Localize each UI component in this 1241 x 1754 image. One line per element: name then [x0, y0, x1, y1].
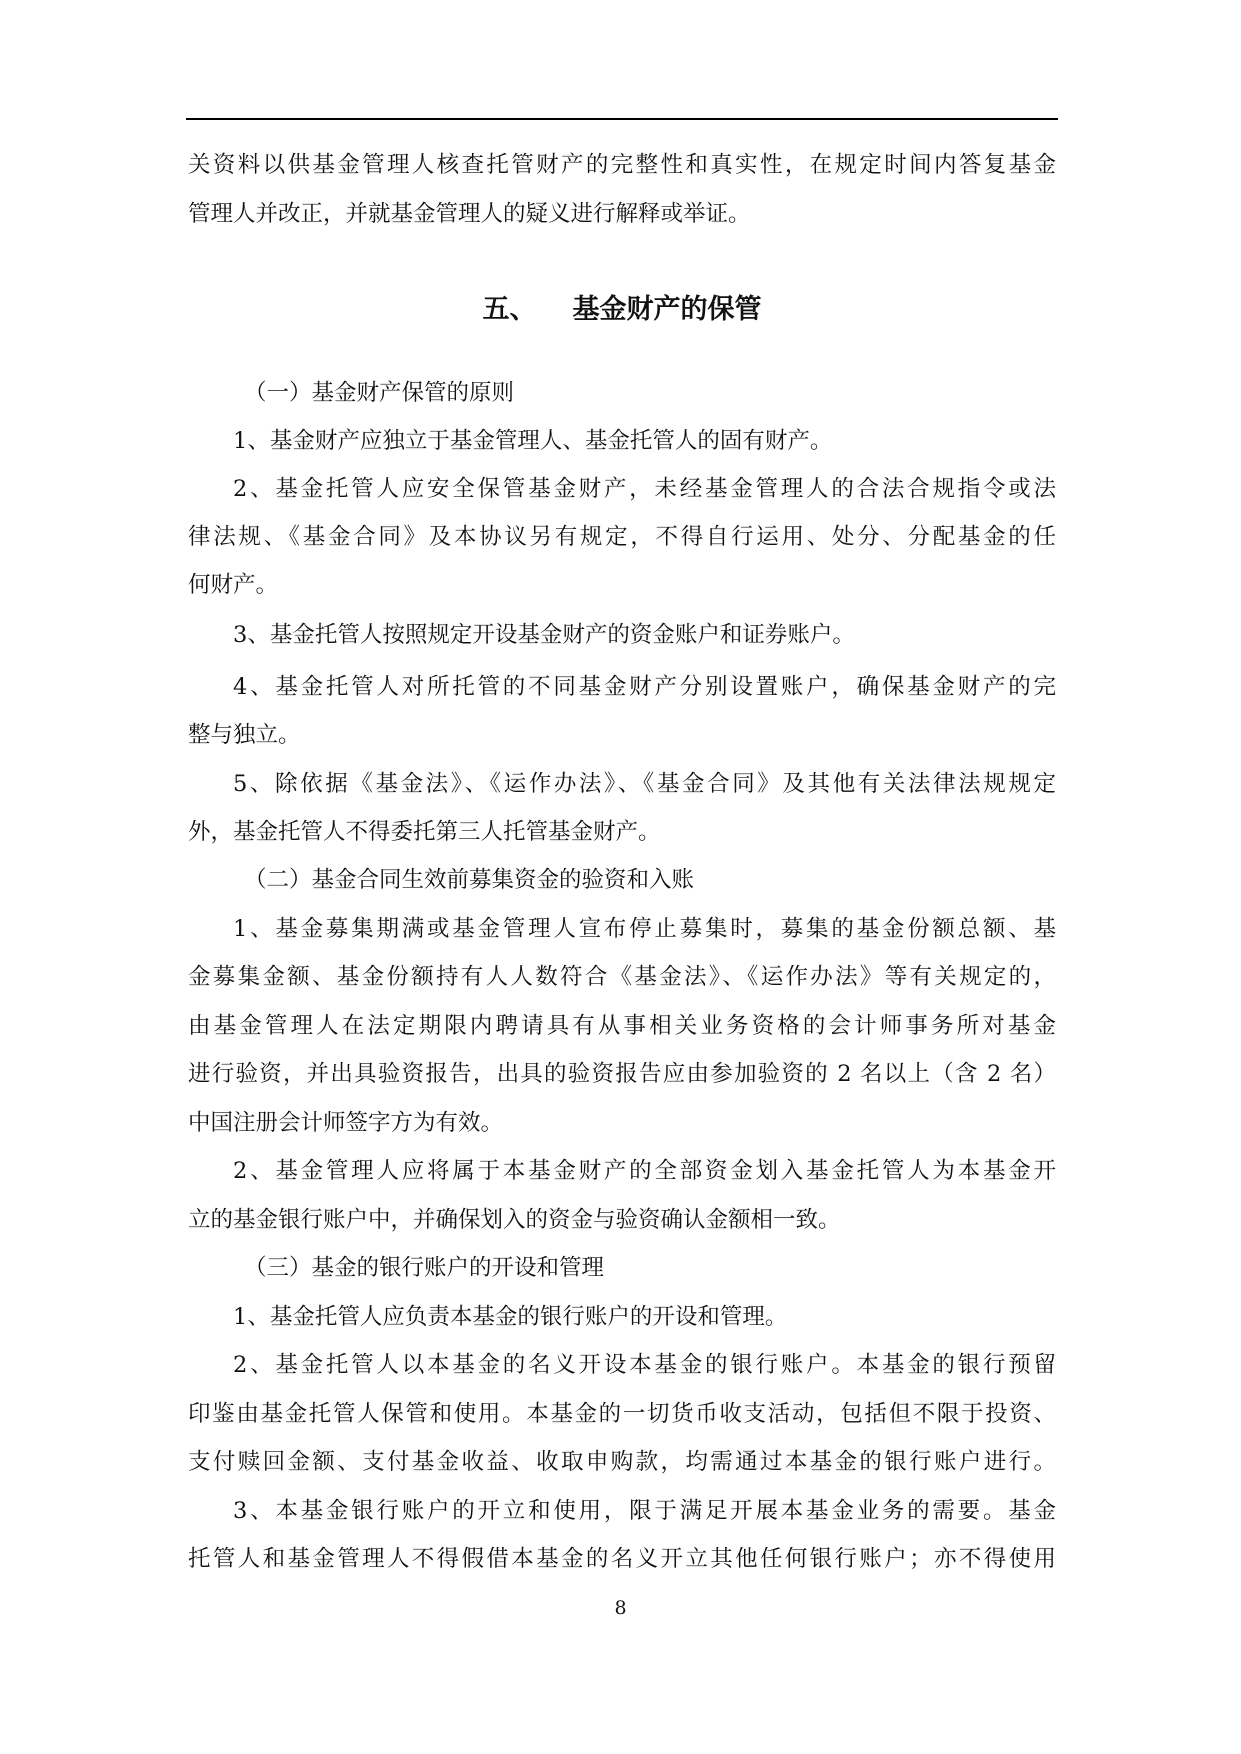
paragraph-line: 托管人和基金管理人不得假借本基金的名义开立其他任何银行账户；亦不得使用 [188, 1546, 1056, 1572]
paragraph-line: 金募集金额、基金份额持有人人数符合《基金法》、《运作办法》等有关规定的， [188, 964, 1056, 990]
paragraph-line: 中国注册会计师签字方为有效。 [188, 1110, 504, 1136]
paragraph-line: 何财产。 [188, 572, 279, 598]
section-number: 五、 [482, 294, 537, 325]
paragraph-line: 外，基金托管人不得委托第三人托管基金财产。 [188, 819, 661, 845]
paragraph-line: 由基金管理人在法定期限内聘请具有从事相关业务资格的会计师事务所对基金 [188, 1013, 1056, 1039]
paragraph-line: 3、基金托管人按照规定开设基金财产的资金账户和证券账户。 [233, 622, 855, 648]
paragraph-line: 4、基金托管人对所托管的不同基金财产分别设置账户，确保基金财产的完 [233, 674, 1056, 700]
subsection-heading: （一）基金财产保管的原则 [244, 380, 515, 406]
paragraph-line: 1、基金托管人应负责本基金的银行账户的开设和管理。 [233, 1304, 788, 1330]
paragraph-line: 关资料以供基金管理人核查托管财产的完整性和真实性，在规定时间内答复基金 [188, 152, 1056, 178]
subsection-heading: （二）基金合同生效前募集资金的验资和入账 [244, 867, 695, 893]
paragraph-line: 支付赎回金额、支付基金收益、收取申购款，均需通过本基金的银行账户进行。 [188, 1449, 1056, 1475]
section-title-text: 基金财产的保管 [572, 294, 762, 325]
paragraph-line: 管理人并改正，并就基金管理人的疑义进行解释或举证。 [188, 201, 751, 227]
paragraph-line: 律法规、《基金合同》及本协议另有规定，不得自行运用、处分、分配基金的任 [188, 524, 1056, 550]
page-number: 8 [614, 1597, 627, 1619]
paragraph-line: 立的基金银行账户中，并确保划入的资金与验资确认金额相一致。 [188, 1207, 841, 1233]
paragraph-line: 进行验资，并出具验资报告，出具的验资报告应由参加验资的 2 名以上（含 2 名） [188, 1061, 1056, 1087]
section-title [188, 292, 1056, 328]
paragraph-line: 2、基金管理人应将属于本基金财产的全部资金划入基金托管人为本基金开 [233, 1158, 1056, 1184]
paragraph-line: 1、基金募集期满或基金管理人宣布停止募集时，募集的基金份额总额、基 [233, 916, 1056, 942]
paragraph-line: 3、本基金银行账户的开立和使用，限于满足开展本基金业务的需要。基金 [233, 1498, 1056, 1524]
paragraph-line: 2、基金托管人应安全保管基金财产，未经基金管理人的合法合规指令或法 [233, 476, 1056, 502]
subsection-heading: （三）基金的银行账户的开设和管理 [244, 1255, 605, 1281]
paragraph-line: 整与独立。 [188, 722, 301, 748]
paragraph-line: 5、除依据《基金法》、《运作办法》、《基金合同》及其他有关法律法规规定 [233, 771, 1056, 797]
paragraph-line: 2、基金托管人以本基金的名义开设本基金的银行账户。本基金的银行预留 [233, 1352, 1056, 1378]
paragraph-line: 1、基金财产应独立于基金管理人、基金托管人的固有财产。 [233, 428, 833, 454]
paragraph-line: 印鉴由基金托管人保管和使用。本基金的一切货币收支活动，包括但不限于投资、 [188, 1401, 1056, 1427]
header-rule [186, 118, 1058, 120]
